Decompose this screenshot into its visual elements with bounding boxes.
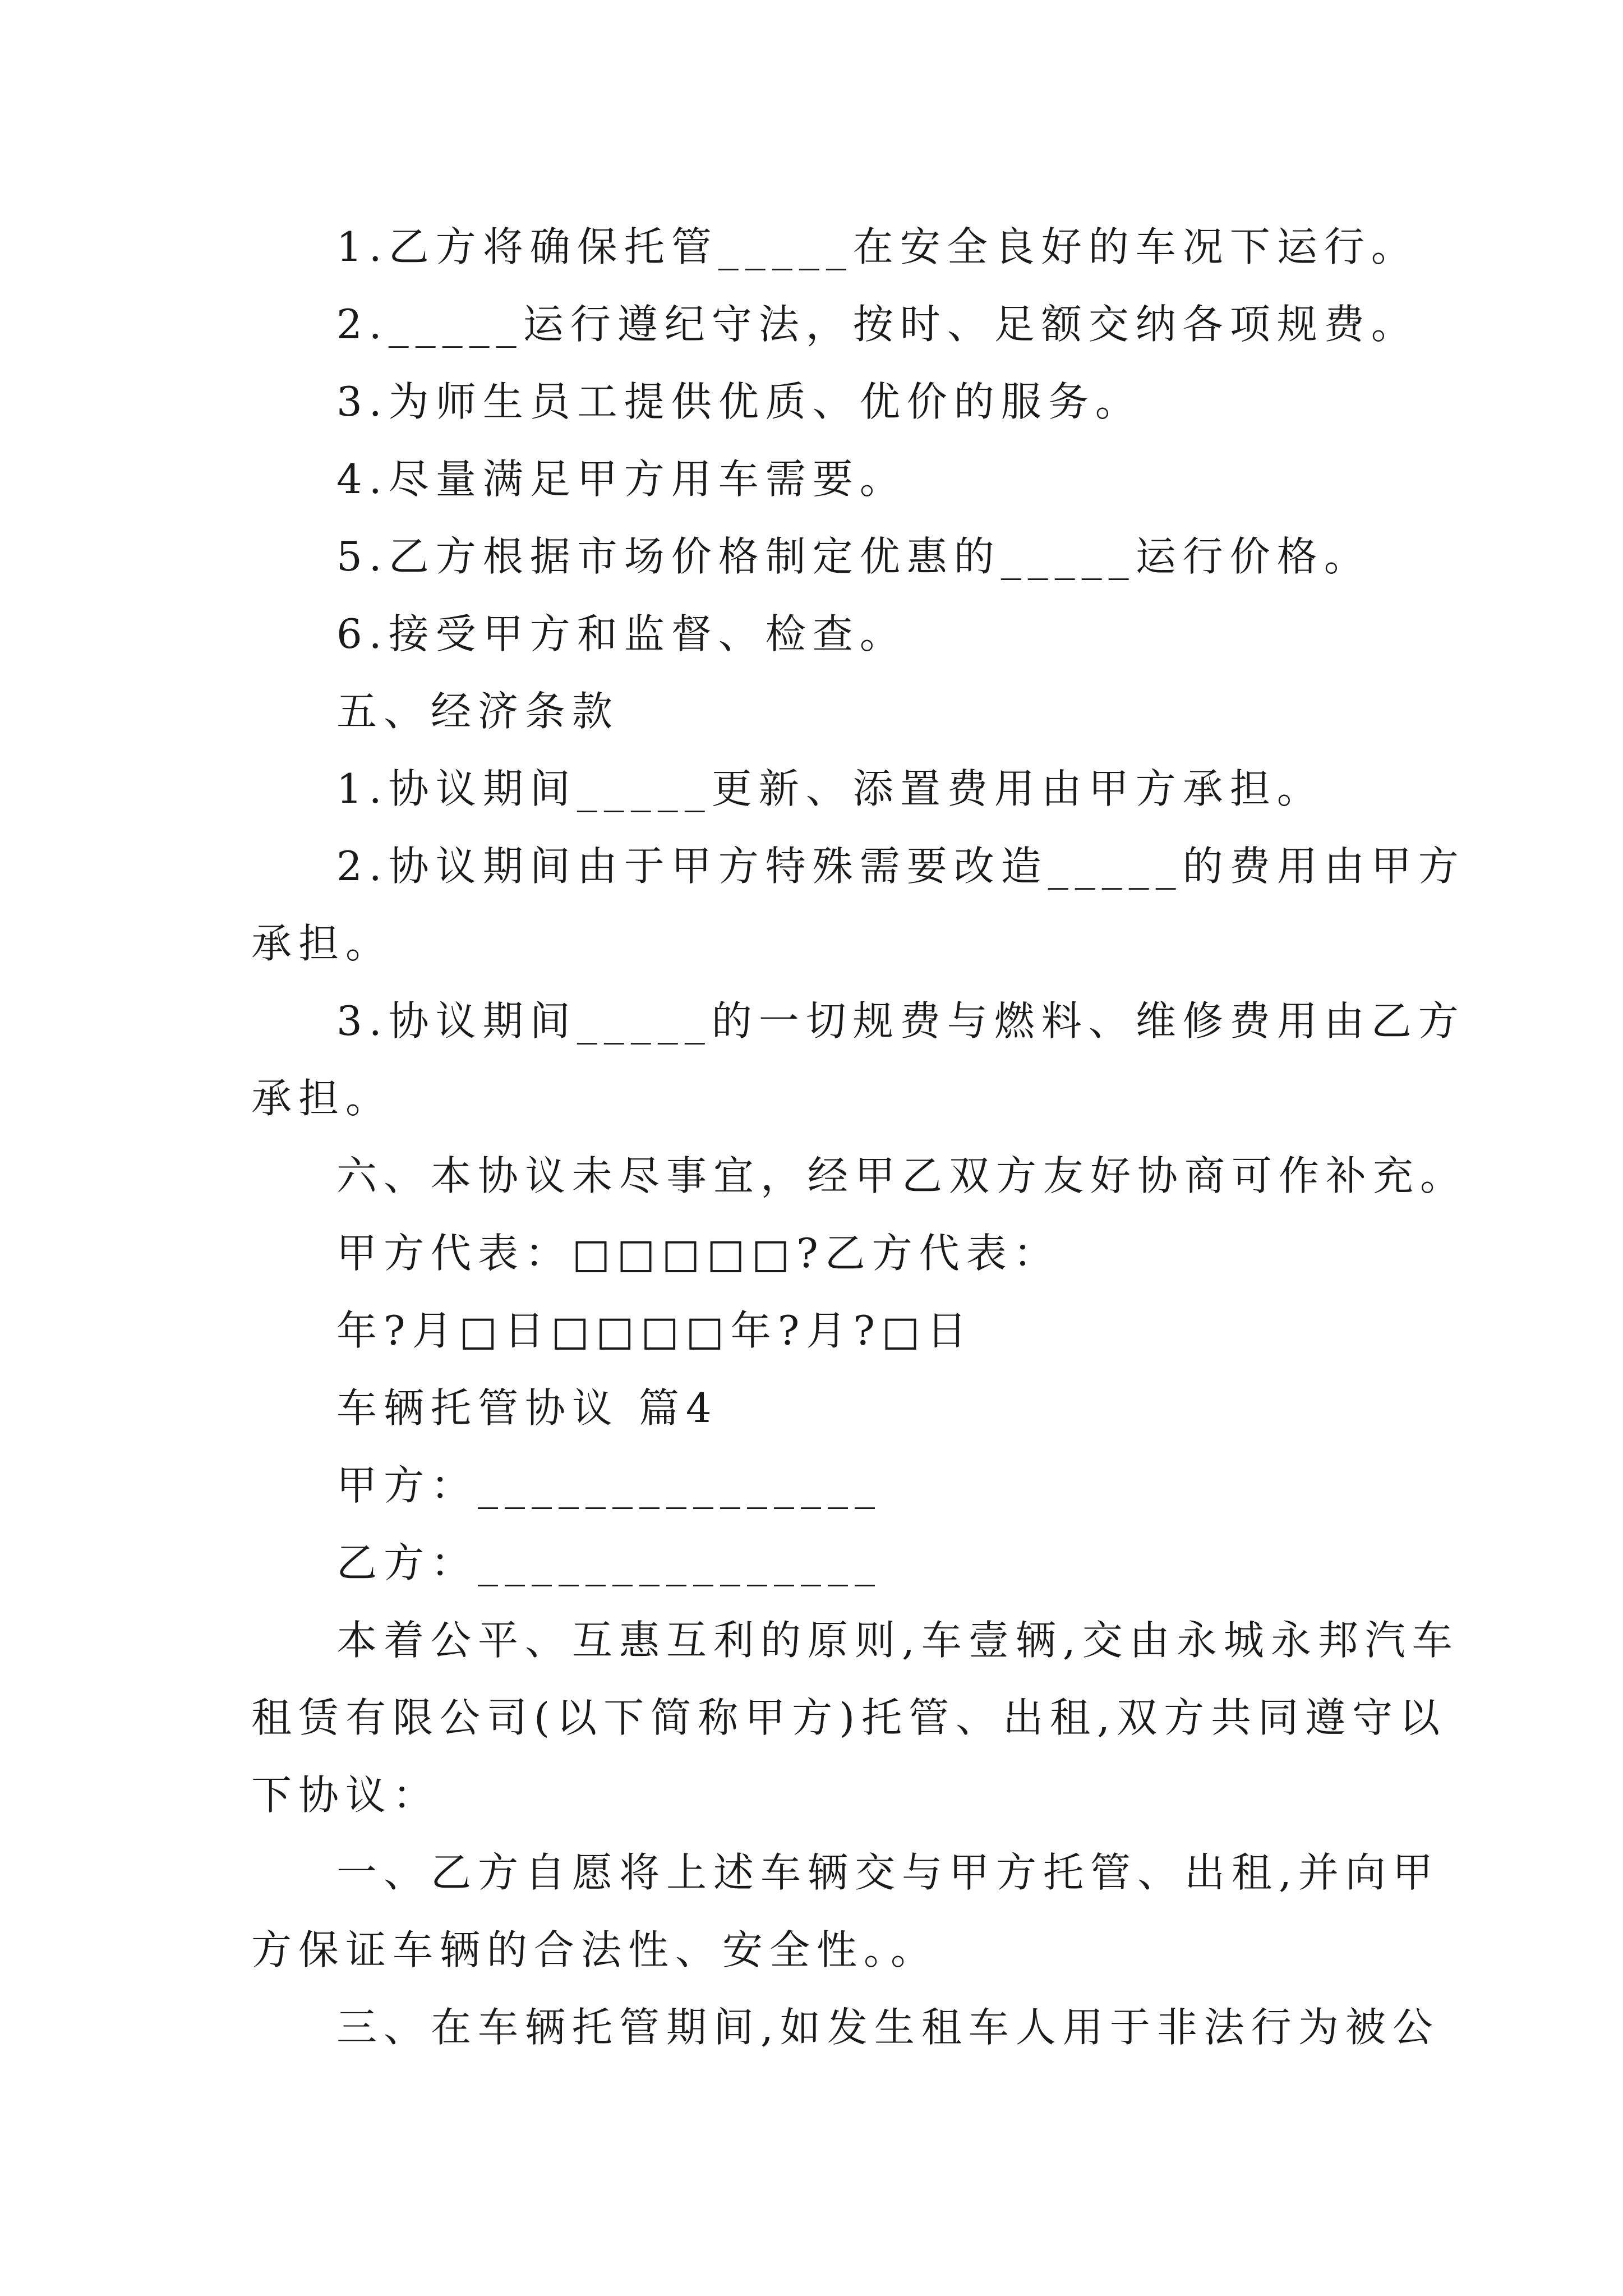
text-line: 3.协议期间_____的一切规费与燃料、维修费用由乙方 xyxy=(336,997,1465,1045)
text-line: 一、乙方自愿将上述车辆交与甲方托管、出租,并向甲 xyxy=(336,1849,1440,1896)
text-line: 5.乙方根据市场价格制定优惠的_____运行价格。 xyxy=(336,533,1371,580)
section-heading: 五、经济条款 xyxy=(336,688,620,735)
text-line: 三、在车辆托管期间,如发生租车人用于非法行为被公 xyxy=(336,2004,1440,2051)
party-b-line: 乙方：_______________ xyxy=(336,1539,882,1586)
party-a-line: 甲方：_______________ xyxy=(336,1462,882,1509)
text-line: 6.接受甲方和监督、检查。 xyxy=(336,610,907,657)
text-line: 2.协议期间由于甲方特殊需要改造_____的费用由甲方 xyxy=(336,843,1465,890)
text-line: 4.尽量满足甲方用车需要。 xyxy=(336,455,907,503)
text-line: 本着公平、互惠互利的原则,车壹辆,交由永城永邦汽车 xyxy=(336,1617,1459,1664)
text-line: 3.为师生员工提供优质、优价的服务。 xyxy=(336,378,1142,425)
signature-line: 甲方代表：□□□□□?乙方代表： xyxy=(336,1230,1061,1277)
text-line: 1.协议期间_____更新、添置费用由甲方承担。 xyxy=(336,765,1324,812)
text-line: 承担。 xyxy=(251,1075,393,1122)
text-line: 承担。 xyxy=(251,920,393,967)
text-line: 方保证车辆的合法性、安全性。。 xyxy=(251,1926,938,1973)
text-line: 租赁有限公司(以下简称甲方)托管、出租,双方共同遵守以 xyxy=(251,1694,1447,1741)
document-title: 车辆托管协议 篇4 xyxy=(336,1384,718,1432)
date-line: 年?月□日□□□□年?月?□日 xyxy=(336,1307,974,1354)
text-line: 六、本协议未尽事宜，经甲乙双方友好协商可作补充。 xyxy=(336,1152,1468,1199)
text-line: 2._____运行遵纪守法，按时、足额交纳各项规费。 xyxy=(336,301,1418,348)
text-line: 下协议： xyxy=(251,1772,440,1819)
text-line: 1.乙方将确保托管_____在安全良好的车况下运行。 xyxy=(336,223,1418,270)
